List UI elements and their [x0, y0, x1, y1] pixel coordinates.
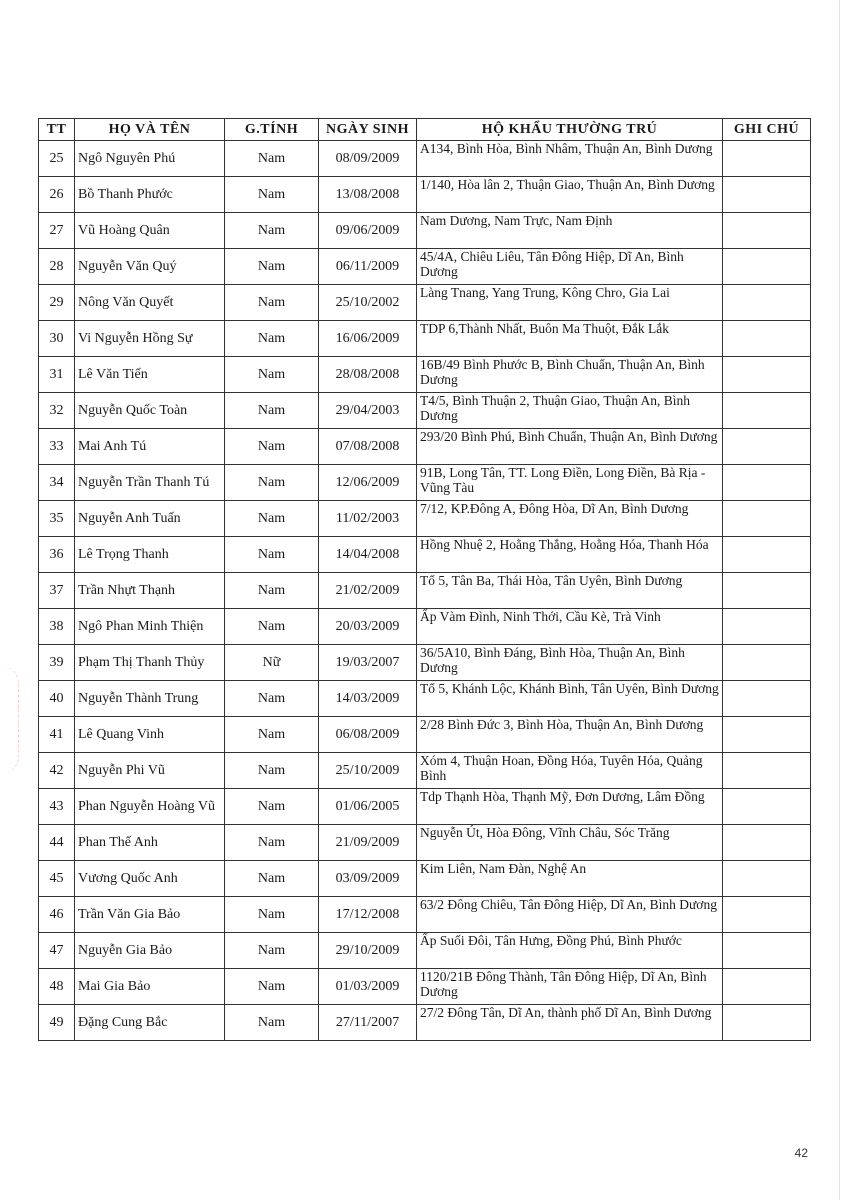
cell-note — [723, 861, 811, 897]
cell-name: Lê Quang Vinh — [75, 717, 225, 753]
cell-address: 27/2 Đông Tân, Dĩ An, thành phố Dĩ An, Bình Dương — [417, 1005, 723, 1041]
cell-dob: 01/03/2009 — [319, 969, 417, 1005]
cell-tt: 44 — [39, 825, 75, 861]
cell-sex: Nam — [225, 825, 319, 861]
cell-sex: Nam — [225, 861, 319, 897]
table-row — [39, 933, 811, 969]
table-row — [39, 285, 811, 321]
student-roster-table — [38, 118, 811, 1041]
cell-dob: 21/02/2009 — [319, 573, 417, 609]
cell-sex: Nữ — [225, 645, 319, 681]
cell-dob: 11/02/2003 — [319, 501, 417, 537]
cell-name: Vi Nguyễn Hồng Sự — [75, 321, 225, 357]
header-dob: NGÀY SINH — [319, 119, 417, 141]
cell-note — [723, 645, 811, 681]
cell-sex: Nam — [225, 681, 319, 717]
cell-sex: Nam — [225, 573, 319, 609]
cell-address: 7/12, KP.Đông A, Đông Hòa, Dĩ An, Bình Dương — [417, 501, 723, 537]
cell-address: Tổ 5, Khánh Lộc, Khánh Bình, Tân Uyên, Bình Dương — [417, 681, 723, 717]
cell-sex: Nam — [225, 717, 319, 753]
cell-name: Mai Anh Tú — [75, 429, 225, 465]
cell-tt: 42 — [39, 753, 75, 789]
cell-address: 63/2 Đông Chiêu, Tân Đông Hiệp, Dĩ An, Bình Dương — [417, 897, 723, 933]
cell-dob: 08/09/2009 — [319, 141, 417, 177]
cell-note — [723, 393, 811, 429]
table-row — [39, 249, 811, 285]
cell-tt: 43 — [39, 789, 75, 825]
cell-dob: 25/10/2009 — [319, 753, 417, 789]
cell-dob: 14/03/2009 — [319, 681, 417, 717]
cell-note — [723, 933, 811, 969]
cell-address: 45/4A, Chiêu Liêu, Tân Đông Hiệp, Dĩ An, Bình Dương — [417, 249, 723, 285]
cell-name: Vương Quốc Anh — [75, 861, 225, 897]
cell-name: Phan Nguyễn Hoàng Vũ — [75, 789, 225, 825]
page-number: 42 — [794, 1146, 808, 1160]
cell-name: Nguyễn Quốc Toàn — [75, 393, 225, 429]
cell-sex: Nam — [225, 465, 319, 501]
cell-sex: Nam — [225, 429, 319, 465]
cell-name: Vũ Hoàng Quân — [75, 213, 225, 249]
cell-note — [723, 825, 811, 861]
cell-note — [723, 897, 811, 933]
cell-name: Phạm Thị Thanh Thủy — [75, 645, 225, 681]
cell-tt: 29 — [39, 285, 75, 321]
cell-name: Nguyễn Gia Bảo — [75, 933, 225, 969]
cell-tt: 36 — [39, 537, 75, 573]
cell-tt: 25 — [39, 141, 75, 177]
cell-tt: 37 — [39, 573, 75, 609]
cell-address: Kim Liên, Nam Đàn, Nghệ An — [417, 861, 723, 897]
cell-tt: 48 — [39, 969, 75, 1005]
cell-tt: 31 — [39, 357, 75, 393]
cell-dob: 16/06/2009 — [319, 321, 417, 357]
cell-sex: Nam — [225, 141, 319, 177]
table-row — [39, 465, 811, 501]
cell-name: Lê Trọng Thanh — [75, 537, 225, 573]
table-row — [39, 969, 811, 1005]
cell-note — [723, 537, 811, 573]
cell-tt: 26 — [39, 177, 75, 213]
cell-name: Nguyễn Thành Trung — [75, 681, 225, 717]
table-row — [39, 897, 811, 933]
cell-dob: 07/08/2008 — [319, 429, 417, 465]
cell-address: Tdp Thạnh Hòa, Thạnh Mỹ, Đơn Dương, Lâm Đồng — [417, 789, 723, 825]
cell-tt: 32 — [39, 393, 75, 429]
cell-note — [723, 1005, 811, 1041]
table-row — [39, 825, 811, 861]
cell-address: Hồng Nhuệ 2, Hoằng Thắng, Hoằng Hóa, Thanh Hóa — [417, 537, 723, 573]
cell-address: Ấp Vàm Đình, Ninh Thới, Cầu Kè, Trà Vinh — [417, 609, 723, 645]
cell-dob: 06/11/2009 — [319, 249, 417, 285]
cell-tt: 28 — [39, 249, 75, 285]
cell-address: A134, Bình Hòa, Bình Nhâm, Thuận An, Bình Dương — [417, 141, 723, 177]
cell-dob: 03/09/2009 — [319, 861, 417, 897]
cell-note — [723, 141, 811, 177]
cell-address: 2/28 Bình Đức 3, Bình Hòa, Thuận An, Bình Dương — [417, 717, 723, 753]
table-row — [39, 789, 811, 825]
cell-name: Nguyễn Anh Tuấn — [75, 501, 225, 537]
cell-address: Nguyễn Út, Hòa Đông, Vĩnh Châu, Sóc Trăng — [417, 825, 723, 861]
table-row — [39, 501, 811, 537]
table-row — [39, 573, 811, 609]
header-note: GHI CHÚ — [723, 119, 811, 141]
cell-name: Trần Văn Gia Bảo — [75, 897, 225, 933]
cell-note — [723, 753, 811, 789]
table-row — [39, 321, 811, 357]
cell-tt: 33 — [39, 429, 75, 465]
cell-sex: Nam — [225, 393, 319, 429]
cell-note — [723, 789, 811, 825]
cell-note — [723, 321, 811, 357]
stamp-mark — [0, 665, 19, 775]
cell-dob: 09/06/2009 — [319, 213, 417, 249]
cell-tt: 47 — [39, 933, 75, 969]
cell-tt: 46 — [39, 897, 75, 933]
table-row — [39, 357, 811, 393]
cell-tt: 35 — [39, 501, 75, 537]
header-sex: G.TÍNH — [225, 119, 319, 141]
cell-sex: Nam — [225, 285, 319, 321]
cell-sex: Nam — [225, 789, 319, 825]
table-row — [39, 753, 811, 789]
cell-address: 16B/49 Bình Phước B, Bình Chuẩn, Thuận An, Bình Dương — [417, 357, 723, 393]
cell-dob: 20/03/2009 — [319, 609, 417, 645]
cell-sex: Nam — [225, 1005, 319, 1041]
cell-tt: 39 — [39, 645, 75, 681]
cell-sex: Nam — [225, 933, 319, 969]
cell-note — [723, 681, 811, 717]
cell-name: Phan Thế Anh — [75, 825, 225, 861]
cell-note — [723, 213, 811, 249]
cell-address: Ấp Suối Đôi, Tân Hưng, Đồng Phú, Bình Phước — [417, 933, 723, 969]
cell-dob: 29/10/2009 — [319, 933, 417, 969]
table-row — [39, 429, 811, 465]
cell-address: TDP 6,Thành Nhất, Buôn Ma Thuột, Đắk Lắk — [417, 321, 723, 357]
cell-dob: 13/08/2008 — [319, 177, 417, 213]
cell-tt: 45 — [39, 861, 75, 897]
cell-address: Xóm 4, Thuận Hoan, Đồng Hóa, Tuyên Hóa, Quảng Bình — [417, 753, 723, 789]
cell-note — [723, 285, 811, 321]
cell-name: Lê Văn Tiến — [75, 357, 225, 393]
cell-tt: 30 — [39, 321, 75, 357]
table-body — [39, 141, 811, 1041]
table-row — [39, 213, 811, 249]
cell-address: Nam Dương, Nam Trực, Nam Định — [417, 213, 723, 249]
table-row — [39, 1005, 811, 1041]
cell-address: Làng Tnang, Yang Trung, Kông Chro, Gia Lai — [417, 285, 723, 321]
cell-dob: 25/10/2002 — [319, 285, 417, 321]
cell-name: Ngô Nguyên Phú — [75, 141, 225, 177]
cell-note — [723, 429, 811, 465]
cell-sex: Nam — [225, 321, 319, 357]
cell-note — [723, 717, 811, 753]
cell-tt: 41 — [39, 717, 75, 753]
cell-tt: 40 — [39, 681, 75, 717]
cell-name: Bồ Thanh Phước — [75, 177, 225, 213]
cell-name: Nông Văn Quyết — [75, 285, 225, 321]
cell-address: 1120/21B Đông Thành, Tân Đông Hiệp, Dĩ An, Bình Dương — [417, 969, 723, 1005]
cell-note — [723, 609, 811, 645]
cell-dob: 12/06/2009 — [319, 465, 417, 501]
header-tt: TT — [39, 119, 75, 141]
cell-note — [723, 465, 811, 501]
cell-note — [723, 357, 811, 393]
table-row — [39, 645, 811, 681]
table-header-row — [39, 119, 811, 141]
cell-sex: Nam — [225, 969, 319, 1005]
cell-sex: Nam — [225, 357, 319, 393]
cell-dob: 29/04/2003 — [319, 393, 417, 429]
cell-sex: Nam — [225, 537, 319, 573]
page-edge — [839, 0, 840, 1200]
cell-dob: 28/08/2008 — [319, 357, 417, 393]
cell-note — [723, 501, 811, 537]
cell-note — [723, 573, 811, 609]
cell-dob: 01/06/2005 — [319, 789, 417, 825]
cell-dob: 17/12/2008 — [319, 897, 417, 933]
table-row — [39, 537, 811, 573]
cell-tt: 27 — [39, 213, 75, 249]
table-row — [39, 609, 811, 645]
cell-name: Nguyễn Phi Vũ — [75, 753, 225, 789]
cell-name: Mai Gia Bảo — [75, 969, 225, 1005]
table-row — [39, 141, 811, 177]
cell-note — [723, 249, 811, 285]
cell-sex: Nam — [225, 213, 319, 249]
cell-tt: 34 — [39, 465, 75, 501]
cell-name: Đặng Cung Bắc — [75, 1005, 225, 1041]
cell-dob: 27/11/2007 — [319, 1005, 417, 1041]
cell-name: Nguyễn Trần Thanh Tú — [75, 465, 225, 501]
cell-address: Tổ 5, Tân Ba, Thái Hòa, Tân Uyên, Bình Dương — [417, 573, 723, 609]
table-row — [39, 717, 811, 753]
header-address: HỘ KHẨU THƯỜNG TRÚ — [417, 119, 723, 141]
cell-sex: Nam — [225, 249, 319, 285]
table-row — [39, 393, 811, 429]
cell-sex: Nam — [225, 501, 319, 537]
cell-dob: 19/03/2007 — [319, 645, 417, 681]
header-name: HỌ VÀ TÊN — [75, 119, 225, 141]
cell-note — [723, 969, 811, 1005]
cell-sex: Nam — [225, 609, 319, 645]
cell-address: 1/140, Hòa lân 2, Thuận Giao, Thuận An, Bình Dương — [417, 177, 723, 213]
cell-note — [723, 177, 811, 213]
cell-sex: Nam — [225, 897, 319, 933]
cell-tt: 38 — [39, 609, 75, 645]
table-row — [39, 177, 811, 213]
cell-dob: 06/08/2009 — [319, 717, 417, 753]
cell-address: T4/5, Bình Thuận 2, Thuận Giao, Thuận An, Bình Dương — [417, 393, 723, 429]
cell-sex: Nam — [225, 177, 319, 213]
cell-address: 36/5A10, Bình Đáng, Bình Hòa, Thuận An, Bình Dương — [417, 645, 723, 681]
cell-dob: 21/09/2009 — [319, 825, 417, 861]
cell-name: Ngô Phan Minh Thiện — [75, 609, 225, 645]
table-row — [39, 681, 811, 717]
cell-name: Nguyễn Văn Quý — [75, 249, 225, 285]
cell-address: 91B, Long Tân, TT. Long Điền, Long Điền, Bà Rịa - Vũng Tàu — [417, 465, 723, 501]
cell-sex: Nam — [225, 753, 319, 789]
cell-dob: 14/04/2008 — [319, 537, 417, 573]
cell-name: Trần Nhựt Thạnh — [75, 573, 225, 609]
table-row — [39, 861, 811, 897]
cell-address: 293/20 Bình Phú, Bình Chuẩn, Thuận An, Bình Dương — [417, 429, 723, 465]
cell-tt: 49 — [39, 1005, 75, 1041]
